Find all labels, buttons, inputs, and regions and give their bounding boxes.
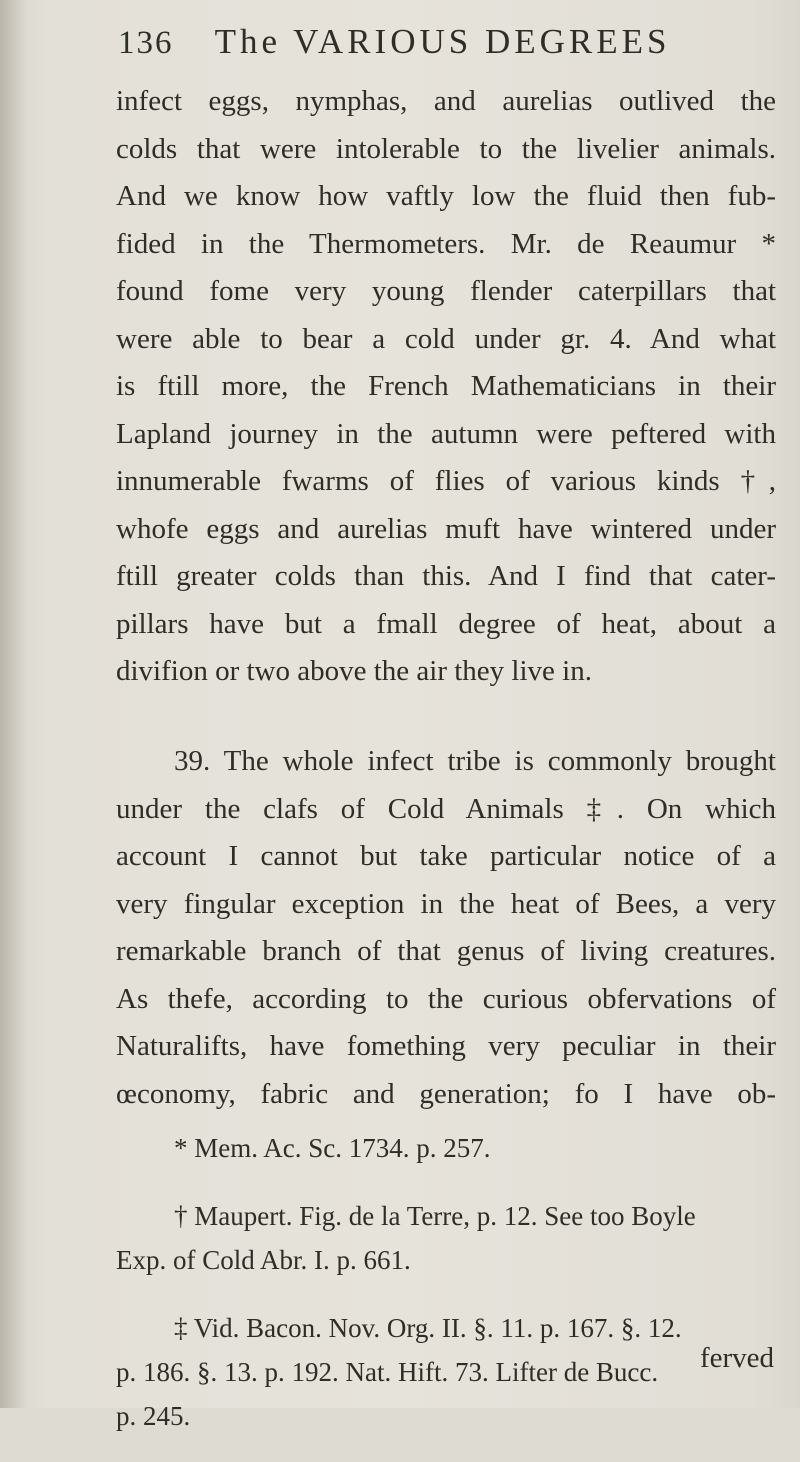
- text-line: very fingular exception in the heat of Bees, a very: [116, 887, 776, 920]
- footnotes: [116, 1126, 776, 1462]
- text-line: remarkable branch of that genus of living creatures.: [116, 935, 776, 967]
- text-line: infect eggs, nymphas, and aurelias outlived the: [116, 85, 776, 117]
- text-line: divifion or two above the air they live in.: [116, 655, 592, 687]
- footnote-line: † Maupert. Fig. de la Terre, p. 12. See too Boyle: [174, 1201, 696, 1231]
- text-line: ftill greater colds than this. And I find that cater-: [116, 560, 776, 592]
- footnote-line: Exp. of Cold Abr. I. p. 661.: [116, 1245, 411, 1275]
- text-line: colds that were intolerable to the livelier animals.: [116, 132, 776, 165]
- running-head: [118, 22, 770, 64]
- footnote-line: ‡ Vid. Bacon. Nov. Org. II. §. 11. p. 167. §. 12.: [174, 1313, 682, 1343]
- text-line: found fome very young flender caterpillars that: [116, 275, 776, 307]
- paragraph-2: [116, 738, 776, 1118]
- paragraph-1: [116, 78, 776, 696]
- text-line: And we know how vaftly low the fluid then fub-: [116, 180, 776, 212]
- text-line: Naturalifts, have fomething very peculiar in their: [116, 1030, 776, 1062]
- text-line: fided in the Thermometers. Mr. de Reaumur *: [116, 227, 776, 260]
- text-line: Lapland journey in the autumn were peftered with: [116, 417, 776, 450]
- footnote: [116, 1306, 776, 1438]
- footnote: [116, 1126, 776, 1170]
- text-line: As thefe, according to the curious obfervations of: [116, 982, 776, 1015]
- page-gutter-shadow: [0, 0, 26, 1408]
- text-line: is ftill more, the French Mathematicians in their: [116, 370, 776, 402]
- text-line: under the clafs of Cold Animals ‡. On which: [116, 792, 776, 825]
- footnote-line: p. 245.: [116, 1401, 191, 1431]
- text-line: œconomy, fabric and generation; fo I have ob-: [116, 1077, 776, 1110]
- footnote-line: p. 186. §. 13. p. 192. Nat. Hift. 73. Lifter de Bucc.: [116, 1357, 659, 1387]
- text-line: innumerable fwarms of flies of various kinds †,: [116, 465, 776, 497]
- text-line: were able to bear a cold under gr. 4. And what: [116, 322, 776, 355]
- footnote-line: * Mem. Ac. Sc. 1734. p. 257.: [174, 1133, 491, 1163]
- page-number: 136: [118, 25, 174, 61]
- running-title: The VARIOUS DEGREES: [214, 22, 671, 61]
- text-line: account I cannot but take particular notice of a: [116, 840, 776, 872]
- footnote: [116, 1194, 776, 1282]
- text-line: whofe eggs and aurelias muft have wintered under: [116, 512, 776, 545]
- text-line: pillars have but a fmall degree of heat, about a: [116, 607, 776, 640]
- text-line: 39. The whole infect tribe is commonly brought: [174, 745, 776, 777]
- catchword: ferved: [699, 1342, 774, 1374]
